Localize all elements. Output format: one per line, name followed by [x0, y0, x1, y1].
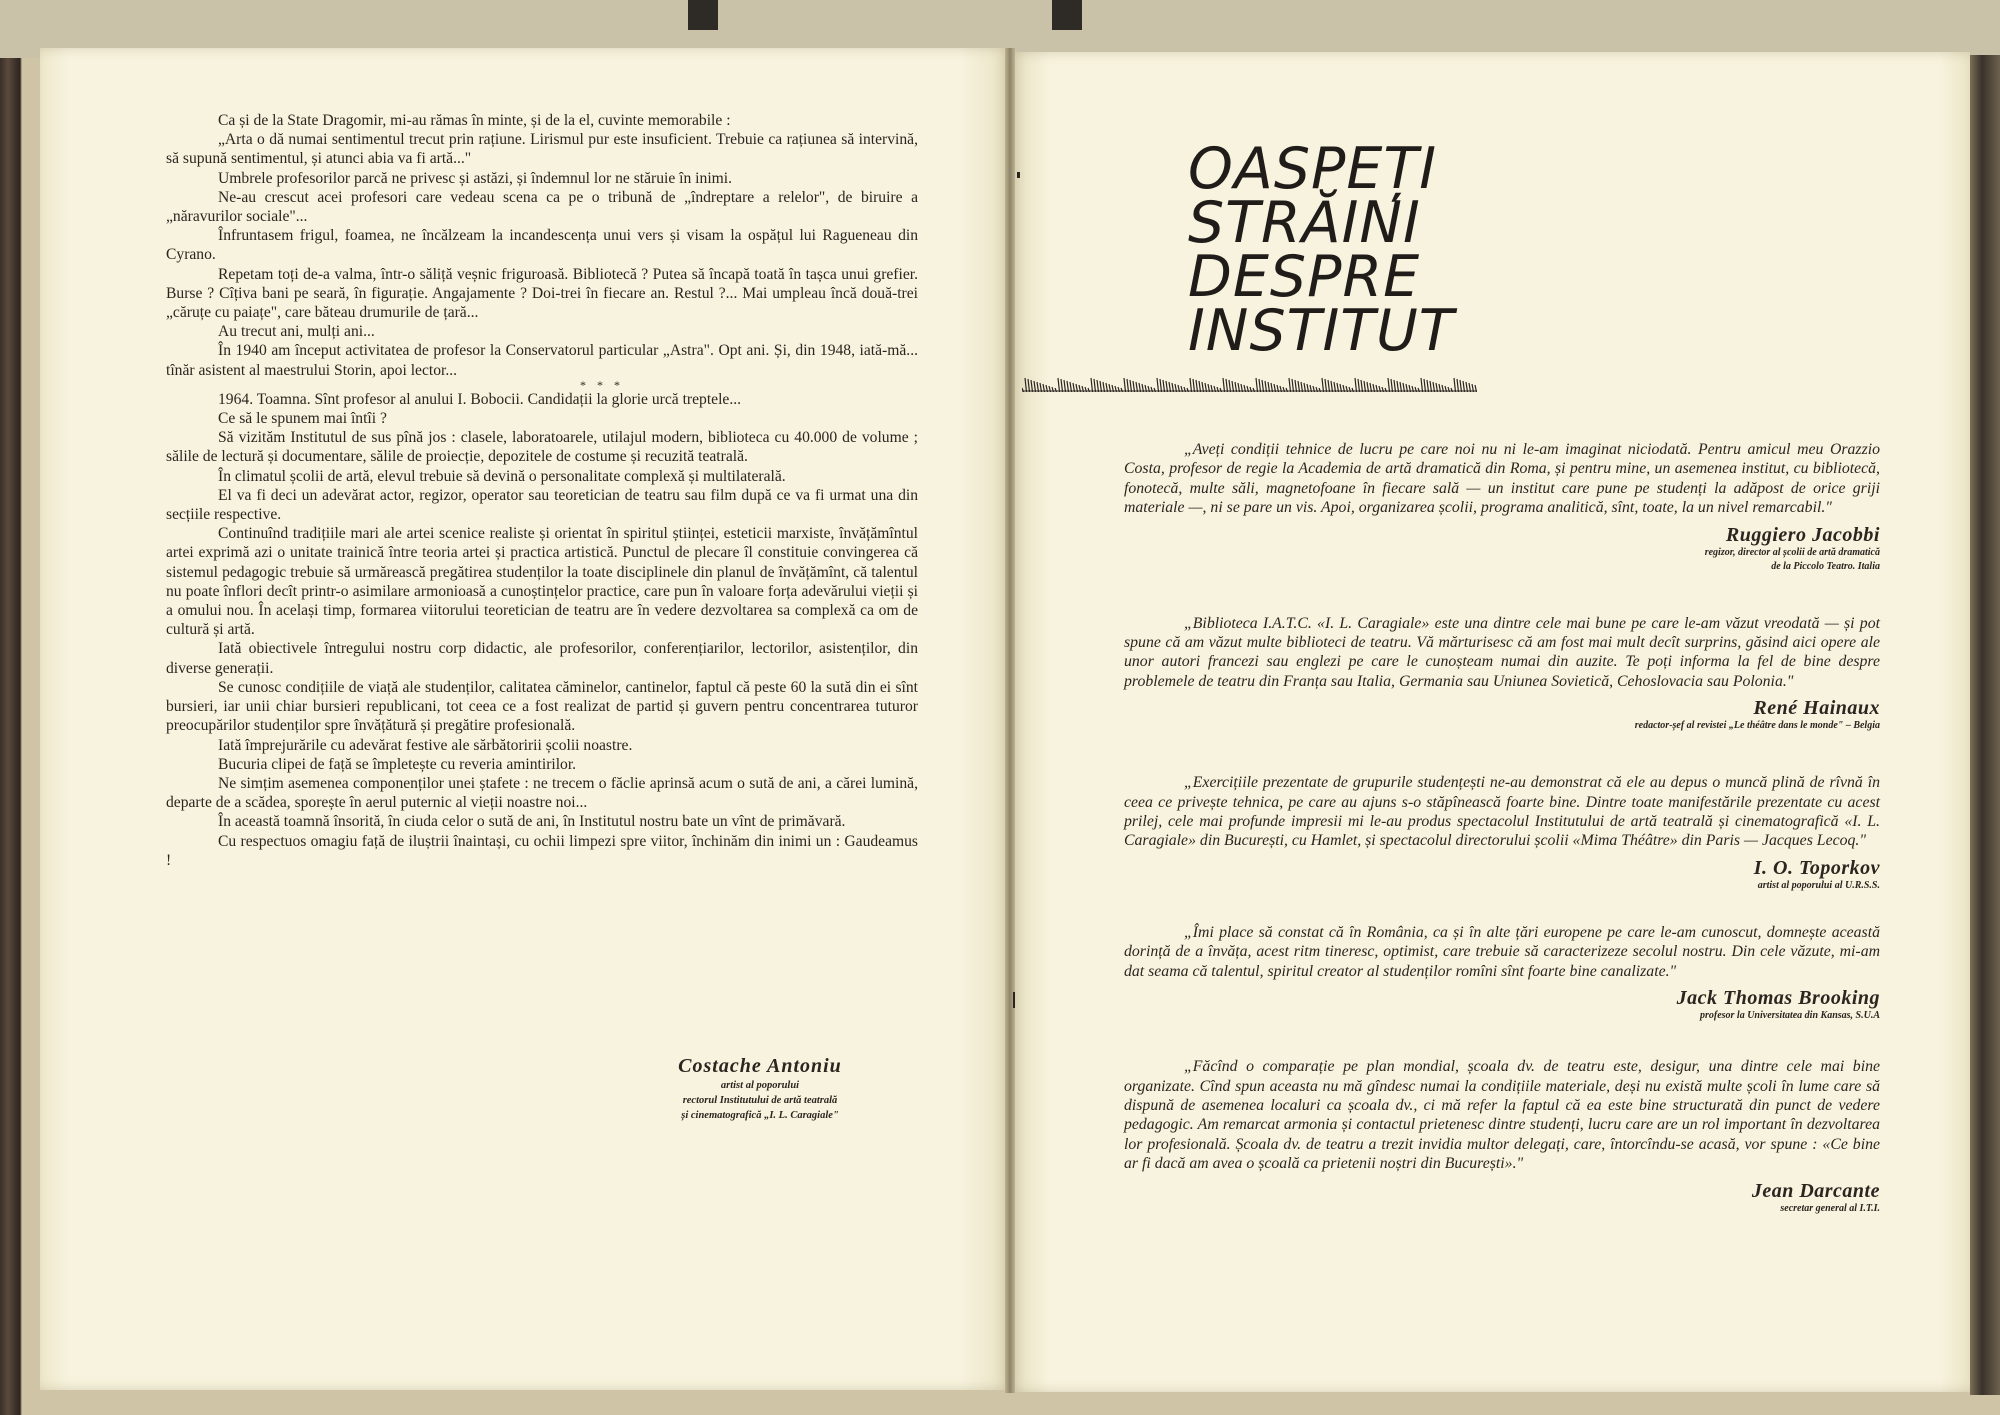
body-paragraph: Ne-au crescut acei profesori care vedeau scena ca pe o tribună de „îndreptare a relelor", de biruire a „năravurilor sociale"... — [166, 188, 918, 226]
body-paragraph: Să vizităm Institutul de sus pînă jos : clasele, laboratoarele, utilajul modern, biblioteca cu 40.000 de volume ; sălile de lectură și documentare, sălile de proiecție, depozitele de costume și recuzită teatrală. — [166, 429, 918, 466]
left-page-body — [166, 111, 918, 870]
quote-attribution — [1124, 1180, 1880, 1216]
quote-author-role: secretar general al I.T.I. — [1780, 1202, 1880, 1214]
body-paragraph: Ce să le spunem mai întîi ? — [218, 410, 387, 428]
body-paragraph: În climatul școlii de artă, elevul trebuie să devină o personalitate complexă și multilaterală. — [218, 467, 786, 485]
quote-author-name: Jack Thomas Brooking — [1676, 987, 1880, 1010]
decorative-zigzag-rule — [1022, 374, 1477, 392]
quote-attribution — [1124, 524, 1880, 574]
body-paragraph: În această toamnă însorită, în ciuda celor o sută de ani, în Institutul nostru bate un vînt de primăvară. — [218, 813, 846, 831]
body-paragraph: Continuînd tradițiile mari ale artei scenice realiste și orientat în spiritul științei, esteticii marxiste, învățămîntul artei exprimă azi o unitate trainică între teoria artei și practica artistică. Punctul de plecare îl constituie convingerea că sistemul pedagogic trebuie să urmărească pregătirea studenților la toate disciplinele din planul de învățămînt, că talentul nu poate înflori decît printr-o asimilare armonioasă a cunoștințelor practice, care pun în valoare forța adevărului vieții și a omului nou. În același timp, formarea viitorului teoretician de teatru are în vedere dezvoltarea sa complexă ca om de cultură și artă. — [166, 525, 918, 639]
body-paragraph: 1964. Toamna. Sînt profesor al anului I. Bobocii. Candidații la glorie urcă treptele... — [218, 390, 742, 408]
quotes-list — [1124, 440, 1880, 1216]
title-line-1: OASPEȚI — [1188, 136, 1438, 202]
body-paragraph: Bucuria clipei de față se împletește cu reveria amintirilor. — [218, 755, 577, 773]
quote-attribution — [1124, 697, 1880, 733]
top-clip-right — [1052, 0, 1082, 30]
body-paragraph: Au trecut ani, mulți ani... — [218, 323, 375, 341]
signature-role-1: artist al poporului — [720, 1080, 800, 1091]
signature-role-3: și cinematografică „I. L. Caragiale" — [681, 1110, 839, 1121]
quote-author-role: profesor la Universitatea din Kansas, S.U.A — [1699, 1010, 1880, 1022]
article-title — [1188, 136, 1508, 364]
body-paragraph: Înfruntasem frigul, foamea, ne încălzeam la incandescența unui vers și visam la ospățul lui Ragueneau din Cyrano. — [166, 227, 918, 264]
body-paragraph: Umbrele profesorilor parcă ne privesc și astăzi, și îndemnul lor ne stăruie în inimi. — [218, 169, 733, 187]
body-paragraph: El va fi deci un adevărat actor, regizor, operator sau teoretician de teatru sau film după ce va fi urmat una din secțiile respective. — [166, 486, 918, 524]
title-line-2: STRĂINI — [1188, 190, 1421, 256]
signature-role-2: rectorul Institutului de artă teatrală — [682, 1095, 838, 1106]
top-clip-left — [688, 0, 718, 30]
quote-author-role: regizor, director al școlii de artă dramatică — [1704, 546, 1880, 558]
body-paragraph: Iată obiectivele întregului nostru corp didactic, ale profesorilor, conferențiarilor, lectorilor, asistenților, din diverse generații. — [166, 640, 918, 677]
signature-name: Costache Antoniu — [678, 1055, 842, 1077]
quote-text: „Îmi place să constat că în România, ca și în alte țări europene pe care le-am cunoscut, domnește această dorință de a învăța, acest ritm tineresc, optimist, care trebuie să caracterizeze secolul nostru. Din cele văzute, mi-am dat seama că talentul, spiritul creator al studenților romîni sînt foarte bine canalizate." — [1124, 923, 1880, 980]
quote-attribution — [1124, 987, 1880, 1023]
title-line-4: INSTITUT — [1188, 298, 1455, 364]
margin-mark — [1017, 172, 1020, 178]
quote-author-role: artist al poporului al U.R.S.S. — [1757, 879, 1880, 891]
margin-mark — [1013, 992, 1015, 1008]
body-paragraph: Ca și de la State Dragomir, mi-au rămas în minte, și de la el, cuvinte memorabile : — [218, 112, 731, 129]
book-gutter — [1005, 48, 1015, 1393]
guest-quote — [1124, 614, 1880, 734]
quote-author-name: Jean Darcante — [1751, 1179, 1880, 1202]
book-edge — [1970, 55, 2000, 1395]
quote-author-name: René Hainaux — [1753, 697, 1880, 720]
body-paragraph: Se cunosc condițiile de viață ale studenților, calitatea căminelor, cantinelor, faptul că peste 60 la sută din ei sînt bursieri, iar unii chiar bursieri republicani, tot ceea ce a fost realizat de partid și guvern pentru concentrarea tuturor preocupărilor studenților spre învățătură și pregătire profesională. — [166, 678, 918, 735]
body-paragraph: Repetam toți de-a valma, într-o săliță veșnic friguroasă. Bibliotecă ? Putea să încapă toată în tașca unui grefier. Burse ? Cîțiva bani pe seară, în figurație. Angajamente ? Doi-trei în fiecare an. Restul ?... Mai umpleau încă două-trei „căruțe cu paiațe", care băteau drumurile de țară... — [166, 265, 918, 322]
quote-text: „Aveți condiții tehnice de lucru pe care noi nu ni le-am imaginat niciodată. Pentru amicul meu Orazzio Costa, profesor de regie la Academia de artă dramatică din Roma, și pentru mine, un asemenea institut, cu bibliotecă, fonotecă, multe săli, magnetofoane în fiecare sală — un institut care pune pe studenți la adăpost de orice griji materiale —, ni se pare un vis. Apoi, organizarea școlii, programa analitică, sînt, toate, la un nivel remarcabil." — [1124, 441, 1880, 517]
section-separator: * * * — [580, 377, 624, 392]
quote-attribution — [1124, 857, 1880, 893]
body-paragraph: „Arta o dă numai sentimentul trecut prin rațiune. Lirismul pur este insuficient. Trebuie ca rațiunea să intervină, să supună sentimentul, și atunci abia va fi artă..." — [166, 131, 918, 168]
quote-text: „Făcînd o comparație pe plan mondial, școala dv. de teatru este, desigur, una dintre cele mai bine organizate. Cînd spun aceasta nu mă gîndesc numai la condițiile materiale, deși nu există multe școli în lume care să dispună de asemenea localuri ca școala dv., ci mă refer la faptul că ea este bine structurată din punct de vedere pedagogic. Am remarcat armonia și contactul prietenesc dintre studenți, lucru care are un rol important în dezvoltarea lor profesională. Școala dv. de teatru a trezit invidia multor delegați, care, întorcîndu-se acasă, vor spune : «Ce bine ar fi dacă am avea o școală ca prietenii noștri din București»." — [1124, 1058, 1880, 1173]
body-paragraph: Ne simțim asemenea componenților unei ștafete : ne trecem o făclie aprinsă acum o sută de ani, a cărei lumină, departe de a scădea, sporește în aerul puternic al vieții noastre noi... — [166, 774, 918, 812]
quote-author-name: I. O. Toporkov — [1753, 856, 1880, 879]
quote-author-name: Ruggiero Jacobbi — [1725, 523, 1880, 546]
quote-text: „Exercițiile prezentate de grupurile studențești ne-au demonstrat că ele au depus o muncă plină de rîvnă în ceea ce privește tehnica, pe care au ajuns s-o stăpînească foarte bine. Dintre toate manifestările prezentate cu acest prilej, cele mai profunde impresii mi le-au produs spectacolul Institutului de artă teatrală și cinematografică «I. L. Caragiale» din București, cu Hamlet, și spectacolul directorului școlii «Mima Théâtre» din Paris — Jacques Lecoq." — [1124, 774, 1880, 850]
guest-quote — [1124, 923, 1880, 1023]
guest-quote — [1124, 440, 1880, 574]
quote-author-role: redactor-șef al revistei „Le théâtre dans le monde" – Belgia — [1634, 720, 1880, 732]
quote-text: „Biblioteca I.A.T.C. «I. L. Caragiale» este una dintre cele mai bune pe care le-am văzut vreodată — și pot spune că am văzut multe biblioteci de teatru. Vă mărturisesc că am fost mai mult decît surprins, găsind aici opere ale unor autori francezi sau englezi pe care le cunoșteam numai din auzite. Te poți informa la fel de bine despre problemele de teatru din Franța sau Italia, Germania sau Uniunea Sovietică, Cehoslovacia sau Polonia." — [1124, 614, 1880, 690]
zigzag-pattern — [1022, 378, 1477, 392]
left-signature — [600, 1055, 920, 1123]
title-line-3: DESPRE — [1188, 244, 1421, 310]
guest-quote — [1124, 773, 1880, 893]
body-paragraph: În 1940 am început activitatea de profesor la Conservatorul particular „Astra". Opt ani. Și, din 1948, iată-mă... tînăr asistent al maestrului Storin, apoi lector... — [166, 342, 918, 379]
quote-author-role: de la Piccolo Teatro. Italia — [1771, 560, 1880, 572]
body-paragraph: Cu respectuos omagiu față de iluștrii înaintași, cu ochii limpezi spre viitor, închinăm din inimi un : Gaudeamus ! — [166, 832, 918, 869]
body-paragraph: Iată împrejurările cu adevărat festive ale sărbătoririi școlii noastre. — [218, 736, 633, 754]
guest-quote — [1124, 1057, 1880, 1215]
